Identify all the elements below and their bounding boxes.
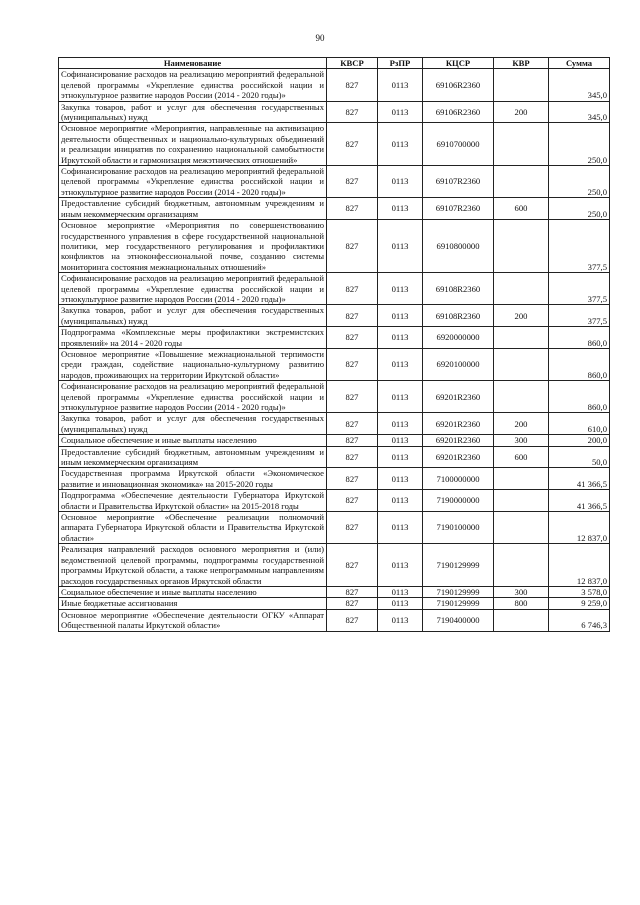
cell-name: Софинансирование расходов на реализацию мероприятий федеральной целевой программы «Укрепление единства российской нации и этнокультурное развитие народов России (2014 - 2020 годы)» <box>59 381 327 413</box>
cell-rzpr: 0113 <box>378 123 423 166</box>
table-row <box>59 123 610 166</box>
cell-kvsr: 827 <box>327 220 378 273</box>
cell-sum: 9 259,0 <box>549 598 610 609</box>
cell-name: Софинансирование расходов на реализацию мероприятий федеральной целевой программы «Укрепление единства российской нации и этнокультурное развитие народов России (2014 - 2020 годы)» <box>59 273 327 305</box>
cell-kvr <box>494 544 549 587</box>
table-row <box>59 348 610 380</box>
cell-kvsr: 827 <box>327 435 378 446</box>
cell-kvsr: 827 <box>327 468 378 490</box>
cell-kvr: 300 <box>494 435 549 446</box>
cell-sum: 860,0 <box>549 348 610 380</box>
cell-kcsr: 6910700000 <box>423 123 494 166</box>
cell-kvsr: 827 <box>327 123 378 166</box>
cell-sum: 377,5 <box>549 273 610 305</box>
cell-name: Социальное обеспечение и иные выплаты населению <box>59 586 327 597</box>
header-kvr: КВР <box>494 58 549 69</box>
cell-name: Закупка товаров, работ и услуг для обеспечения государственных (муниципальных) нужд <box>59 413 327 435</box>
cell-kvsr: 827 <box>327 586 378 597</box>
cell-name: Предоставление субсидий бюджетным, автономным учреждениям и иным некоммерческим организациям <box>59 446 327 468</box>
cell-kvr <box>494 166 549 198</box>
cell-rzpr: 0113 <box>378 544 423 587</box>
cell-kvr: 600 <box>494 446 549 468</box>
cell-sum: 345,0 <box>549 69 610 101</box>
cell-kcsr: 7190400000 <box>423 609 494 631</box>
table-row <box>59 413 610 435</box>
table-row <box>59 490 610 512</box>
cell-name: Социальное обеспечение и иные выплаты населению <box>59 435 327 446</box>
cell-name: Основное мероприятие «Повышение межнациональной терпимости среди граждан, содействие национально-культурному развитию народов, проживающих на территории Иркутской области» <box>59 348 327 380</box>
cell-rzpr: 0113 <box>378 468 423 490</box>
header-kcsr: КЦСР <box>423 58 494 69</box>
cell-kvr <box>494 123 549 166</box>
cell-rzpr: 0113 <box>378 198 423 220</box>
cell-rzpr: 0113 <box>378 609 423 631</box>
cell-kcsr: 69201R2360 <box>423 446 494 468</box>
cell-rzpr: 0113 <box>378 220 423 273</box>
table-row <box>59 609 610 631</box>
cell-kvsr: 827 <box>327 446 378 468</box>
cell-name: Предоставление субсидий бюджетным, автономным учреждениям и иным некоммерческим организациям <box>59 198 327 220</box>
cell-sum: 12 837,0 <box>549 512 610 544</box>
cell-rzpr: 0113 <box>378 273 423 305</box>
cell-sum: 50,0 <box>549 446 610 468</box>
cell-kvsr: 827 <box>327 305 378 327</box>
cell-name: Государственная программа Иркутской области «Экономическое развитие и инновационная экономика» на 2015-2020 годы <box>59 468 327 490</box>
cell-kcsr: 6910800000 <box>423 220 494 273</box>
cell-kvsr: 827 <box>327 609 378 631</box>
cell-sum: 41 366,5 <box>549 468 610 490</box>
cell-kvr <box>494 512 549 544</box>
cell-sum: 250,0 <box>549 166 610 198</box>
cell-sum: 610,0 <box>549 413 610 435</box>
cell-rzpr: 0113 <box>378 166 423 198</box>
table-row <box>59 198 610 220</box>
header-kvsr: КВСР <box>327 58 378 69</box>
table-row <box>59 381 610 413</box>
cell-sum: 6 746,3 <box>549 609 610 631</box>
cell-kvr: 600 <box>494 198 549 220</box>
cell-sum: 12 837,0 <box>549 544 610 587</box>
cell-kvr <box>494 273 549 305</box>
cell-sum: 377,5 <box>549 305 610 327</box>
table-row <box>59 220 610 273</box>
budget-table <box>58 57 610 632</box>
cell-rzpr: 0113 <box>378 305 423 327</box>
cell-kvsr: 827 <box>327 101 378 123</box>
cell-kvsr: 827 <box>327 381 378 413</box>
cell-kcsr: 69107R2360 <box>423 166 494 198</box>
cell-rzpr: 0113 <box>378 413 423 435</box>
cell-kcsr: 69108R2360 <box>423 273 494 305</box>
table-row <box>59 305 610 327</box>
cell-kcsr: 69201R2360 <box>423 381 494 413</box>
cell-kvr <box>494 69 549 101</box>
cell-name: Реализация направлений расходов основного мероприятия и (или) ведомственной целевой программы, подпрограммы государственной программы Иркутской области, а также непрограммным направлениям расходов государственных органов Иркутской области <box>59 544 327 587</box>
cell-kvr <box>494 327 549 349</box>
cell-kvr <box>494 609 549 631</box>
cell-kvr <box>494 490 549 512</box>
cell-kvsr: 827 <box>327 273 378 305</box>
cell-kvsr: 827 <box>327 413 378 435</box>
cell-name: Основное мероприятие «Мероприятия, направленные на активизацию деятельности общественных и национально-культурных объединений и реализации инициатив по сохранению национальной самобытности Иркутской области и гармонизация межэтнических отношений» <box>59 123 327 166</box>
cell-sum: 250,0 <box>549 123 610 166</box>
cell-kvr: 200 <box>494 305 549 327</box>
cell-kvsr: 827 <box>327 327 378 349</box>
table-row <box>59 101 610 123</box>
cell-kvsr: 827 <box>327 198 378 220</box>
cell-kcsr: 69106R2360 <box>423 69 494 101</box>
cell-kvsr: 827 <box>327 490 378 512</box>
cell-kcsr: 69107R2360 <box>423 198 494 220</box>
cell-kvr: 200 <box>494 101 549 123</box>
cell-kcsr: 6920100000 <box>423 348 494 380</box>
cell-kvr: 300 <box>494 586 549 597</box>
cell-kvsr: 827 <box>327 544 378 587</box>
table-row <box>59 544 610 587</box>
table-header-row <box>59 58 610 69</box>
cell-rzpr: 0113 <box>378 446 423 468</box>
cell-kcsr: 6920000000 <box>423 327 494 349</box>
cell-kvsr: 827 <box>327 69 378 101</box>
header-rzpr: РзПР <box>378 58 423 69</box>
cell-name: Софинансирование расходов на реализацию мероприятий федеральной целевой программы «Укрепление единства российской нации и этнокультурное развитие народов России (2014 - 2020 годы)» <box>59 166 327 198</box>
cell-kvr <box>494 348 549 380</box>
cell-kcsr: 7190000000 <box>423 490 494 512</box>
table-row <box>59 166 610 198</box>
cell-name: Софинансирование расходов на реализацию мероприятий федеральной целевой программы «Укрепление единства российской нации и этнокультурное развитие народов России (2014 - 2020 годы)» <box>59 69 327 101</box>
cell-kvsr: 827 <box>327 348 378 380</box>
cell-rzpr: 0113 <box>378 327 423 349</box>
cell-kcsr: 69201R2360 <box>423 435 494 446</box>
table-row <box>59 512 610 544</box>
cell-name: Подпрограмма «Обеспечение деятельности Губернатора Иркутской области и Правительства Иркутской области» на 2015-2018 годы <box>59 490 327 512</box>
cell-rzpr: 0113 <box>378 69 423 101</box>
table-row <box>59 468 610 490</box>
cell-name: Подпрограмма «Комплексные меры профилактики экстремистских проявлений» на 2014 - 2020 годы <box>59 327 327 349</box>
cell-kcsr: 69201R2360 <box>423 413 494 435</box>
cell-name: Закупка товаров, работ и услуг для обеспечения государственных (муниципальных) нужд <box>59 101 327 123</box>
cell-kvr <box>494 220 549 273</box>
cell-kcsr: 7190129999 <box>423 544 494 587</box>
cell-name: Закупка товаров, работ и услуг для обеспечения государственных (муниципальных) нужд <box>59 305 327 327</box>
header-sum: Сумма <box>549 58 610 69</box>
cell-sum: 3 578,0 <box>549 586 610 597</box>
cell-kcsr: 69106R2360 <box>423 101 494 123</box>
cell-kcsr: 69108R2360 <box>423 305 494 327</box>
header-name: Наименование <box>59 58 327 69</box>
cell-name: Основное мероприятие «Обеспечение деятельности ОГКУ «Аппарат Общественной палаты Иркутской области» <box>59 609 327 631</box>
cell-sum: 250,0 <box>549 198 610 220</box>
cell-rzpr: 0113 <box>378 490 423 512</box>
cell-rzpr: 0113 <box>378 101 423 123</box>
cell-name: Основное мероприятие «Обеспечение реализации полномочий аппарата Губернатора Иркутской области и Правительства Иркутской области» <box>59 512 327 544</box>
cell-rzpr: 0113 <box>378 586 423 597</box>
table-body <box>59 69 610 631</box>
cell-kcsr: 7190100000 <box>423 512 494 544</box>
cell-kvr: 800 <box>494 598 549 609</box>
cell-kcsr: 7190129999 <box>423 586 494 597</box>
cell-name: Иные бюджетные ассигнования <box>59 598 327 609</box>
cell-sum: 860,0 <box>549 327 610 349</box>
cell-kvr: 200 <box>494 413 549 435</box>
cell-kvr <box>494 468 549 490</box>
cell-sum: 200,0 <box>549 435 610 446</box>
cell-kvsr: 827 <box>327 166 378 198</box>
cell-rzpr: 0113 <box>378 598 423 609</box>
cell-kcsr: 7100000000 <box>423 468 494 490</box>
table-row <box>59 69 610 101</box>
table-row <box>59 327 610 349</box>
cell-name: Основное мероприятие «Мероприятия по совершенствованию государственного управления в сфере государственной национальной политики, мер государственного регулирования и профилактики конфликтов на этноконфессиональной почве, созданию системы мониторинга состояния межнациональных отношений» <box>59 220 327 273</box>
cell-rzpr: 0113 <box>378 512 423 544</box>
cell-sum: 377,5 <box>549 220 610 273</box>
table-row <box>59 273 610 305</box>
table-row <box>59 586 610 597</box>
cell-rzpr: 0113 <box>378 348 423 380</box>
page-number: 90 <box>315 33 325 43</box>
table-row <box>59 446 610 468</box>
cell-rzpr: 0113 <box>378 381 423 413</box>
cell-kcsr: 7190129999 <box>423 598 494 609</box>
cell-sum: 860,0 <box>549 381 610 413</box>
cell-rzpr: 0113 <box>378 435 423 446</box>
cell-kvsr: 827 <box>327 512 378 544</box>
cell-sum: 41 366,5 <box>549 490 610 512</box>
table-row <box>59 598 610 609</box>
cell-kvr <box>494 381 549 413</box>
cell-kvsr: 827 <box>327 598 378 609</box>
table-row <box>59 435 610 446</box>
cell-sum: 345,0 <box>549 101 610 123</box>
